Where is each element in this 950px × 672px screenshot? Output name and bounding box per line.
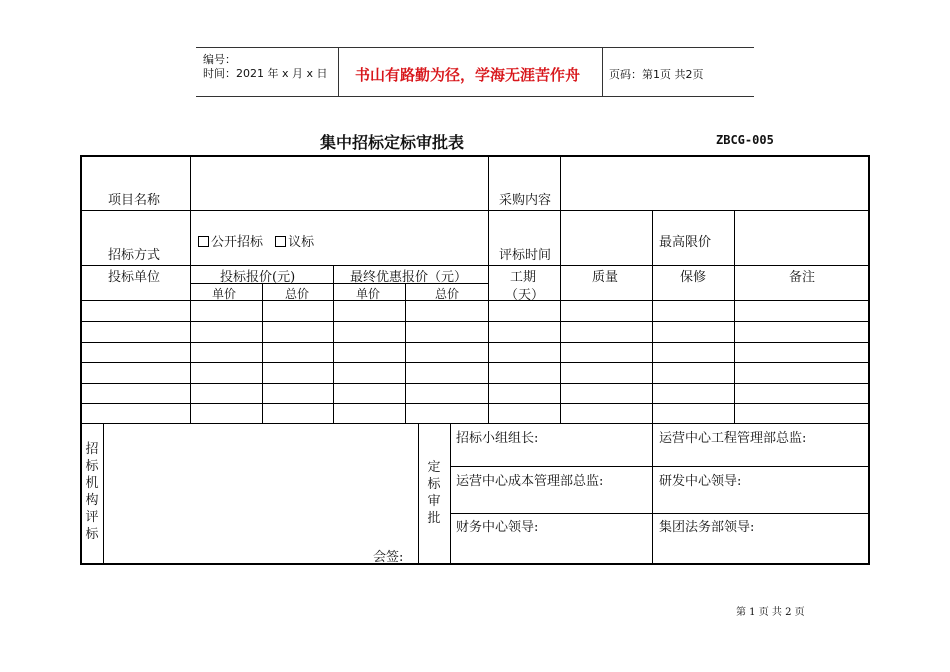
- header-bottom-rule: [196, 96, 754, 97]
- vrule-content: [560, 155, 561, 423]
- vrule-price-3: [405, 283, 406, 423]
- header-page-code: 页码：第1页 共2页: [609, 68, 704, 81]
- checkbox-negotiated-bid[interactable]: [275, 236, 286, 247]
- period-unit-label: （天）: [505, 288, 545, 303]
- bid-unit-price-label: 单价: [212, 287, 237, 301]
- approval-label: 定标审批: [427, 460, 441, 526]
- vrule-approvers: [652, 423, 653, 565]
- period-label: 工期: [510, 270, 537, 285]
- agency-review-label: 招标机构评标: [85, 442, 99, 542]
- vrule-warranty: [734, 210, 735, 423]
- bid-method-label: 招标方式: [108, 248, 161, 263]
- warranty-label: 保修: [680, 270, 707, 285]
- quality-label: 质量: [592, 270, 619, 285]
- rule-data-4: [80, 362, 870, 363]
- rule-data-1: [80, 300, 870, 301]
- evaluation-time-label: 评标时间: [499, 248, 552, 263]
- vrule-agency-review: [418, 423, 419, 565]
- bid-price-label: 投标报价(元): [220, 270, 296, 285]
- approver-cost-director: 运营中心成本管理部总监:: [456, 474, 604, 489]
- approver-engineering-director: 运营中心工程管理部总监:: [659, 431, 807, 446]
- approver-group-leader: 招标小组组长:: [456, 431, 539, 446]
- rule-data-6: [80, 403, 870, 404]
- bid-method-options[interactable]: [198, 231, 314, 250]
- vrule-price-1: [262, 283, 263, 423]
- table-border-left: [80, 155, 82, 565]
- bid-total-price-label: 总价: [285, 287, 310, 301]
- final-total-price-label: 总价: [435, 287, 460, 301]
- table-border-right: [868, 155, 870, 565]
- document-code: ZBCG-005: [716, 133, 774, 147]
- approver-finance-leader: 财务中心领导:: [456, 520, 539, 535]
- rule-data-5: [80, 383, 870, 384]
- remarks-label: 备注: [789, 270, 816, 285]
- vrule-mid: [488, 155, 489, 423]
- vrule-quality: [652, 210, 653, 423]
- countersign-label: 会签:: [373, 550, 404, 565]
- approval-form-table: [80, 155, 870, 565]
- header-divider-left: [338, 47, 339, 97]
- final-price-label: 最终优惠报价（元）: [350, 270, 468, 285]
- vrule-name-col: [190, 155, 191, 423]
- option-public-label: 公开招标: [211, 235, 264, 250]
- rule-row2: [80, 265, 870, 266]
- header-top-rule: [196, 47, 754, 48]
- approver-rd-leader: 研发中心领导:: [659, 474, 742, 489]
- rule-data-7: [80, 423, 870, 424]
- final-unit-price-label: 单价: [356, 287, 381, 301]
- vrule-approval-label: [450, 423, 451, 565]
- rule-data-3: [80, 342, 870, 343]
- page-footer: 第 1 页 共 2 页: [736, 607, 805, 618]
- table-border-bottom: [80, 563, 870, 565]
- table-border-top: [80, 155, 870, 157]
- header-number-label: 编号：: [203, 53, 236, 66]
- vrule-agency-label: [103, 423, 104, 565]
- page-title: 集中招标定标审批表: [320, 133, 465, 152]
- header-time-label: 时间：2021 年 x 月 x 日: [203, 67, 328, 80]
- option-negotiated-label: 议标: [288, 235, 315, 250]
- header-divider-right: [602, 47, 603, 97]
- header-motto: 书山有路勤为径，学海无涯苦作舟: [355, 66, 581, 84]
- approver-legal-leader: 集团法务部领导:: [659, 520, 755, 535]
- project-name-label: 项目名称: [108, 193, 161, 208]
- checkbox-public-bid[interactable]: [198, 236, 209, 247]
- rule-approval-1: [450, 466, 870, 467]
- vrule-price-2: [333, 265, 334, 423]
- rule-row1: [80, 210, 870, 211]
- rule-approval-2: [450, 513, 870, 514]
- procurement-content-label: 采购内容: [499, 193, 552, 208]
- max-price-label: 最高限价: [659, 235, 712, 250]
- bidder-label: 投标单位: [108, 270, 161, 285]
- rule-data-2: [80, 321, 870, 322]
